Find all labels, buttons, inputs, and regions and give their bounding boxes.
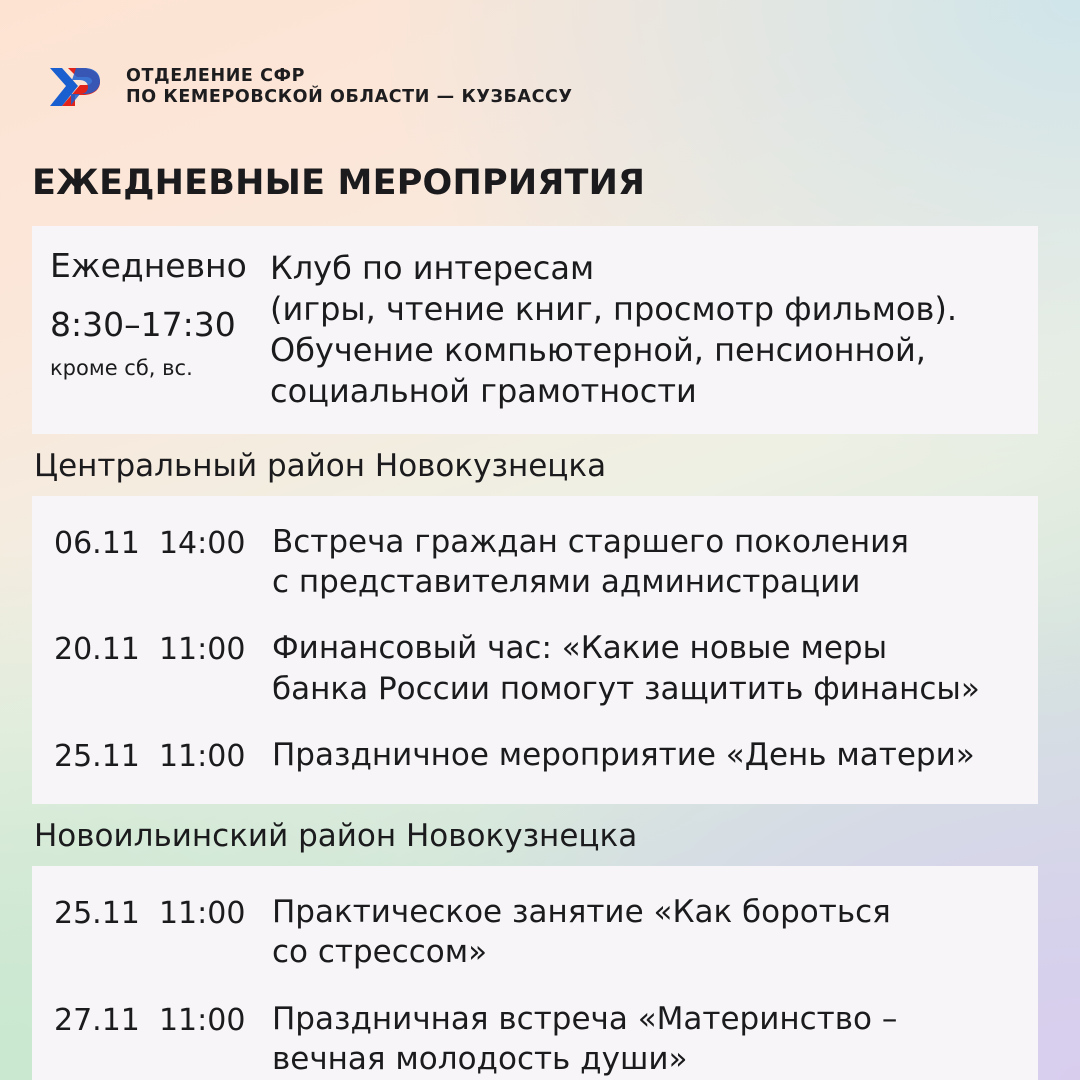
- event-datetime: 25.11 11:00: [54, 896, 246, 931]
- daily-description-line: социальной грамотности: [270, 371, 697, 410]
- daily-event-row: [50, 248, 1016, 412]
- daily-schedule: [50, 248, 268, 380]
- event-description: [272, 892, 1016, 973]
- event-description-line: со стрессом»: [272, 934, 488, 971]
- event-description-line: Праздничное мероприятие «День матери»: [272, 737, 975, 773]
- event-description-line: Праздничная встреча «Материнство –: [272, 1000, 898, 1037]
- event-description-line: банка России помогут защитить финансы»: [272, 670, 980, 707]
- event-row: [54, 628, 1016, 709]
- event-datetime: 27.11 11:00: [54, 1002, 246, 1038]
- event-description: [272, 522, 1016, 603]
- header: [46, 62, 573, 112]
- event-description-line: вечная молодость души»: [272, 1040, 688, 1077]
- daily-events-card: [32, 226, 1038, 434]
- daily-frequency: Ежедневно: [50, 246, 247, 285]
- event-description-line: Финансовый час: «Какие новые меры: [272, 630, 888, 667]
- section-heading-novoilyinsky: Новоильинский район Новокузнецка: [34, 818, 638, 854]
- section-heading-central: Центральный район Новокузнецка: [34, 447, 607, 484]
- sfr-logo-icon: [46, 62, 112, 112]
- event-row: [54, 999, 1016, 1080]
- events-card-central: [32, 496, 1038, 804]
- event-datetime: 06.11 14:00: [54, 525, 246, 561]
- daily-description-line: Обучение компьютерной, пенсионной,: [270, 330, 926, 369]
- event-row: [54, 522, 1016, 603]
- page-title: ЕЖЕДНЕВНЫЕ МЕРОПРИЯТИЯ: [32, 163, 646, 203]
- event-row: [54, 892, 1016, 973]
- daily-exception-note: кроме сб, вс.: [50, 355, 193, 380]
- daily-description: [268, 248, 1016, 412]
- content: [32, 226, 1038, 1080]
- daily-description-line: Клуб по интересам: [270, 249, 595, 287]
- org-name-line2: ПО КЕМЕРОВСКОЙ ОБЛАСТИ — КУЗБАССУ: [126, 87, 573, 107]
- event-row: [54, 735, 1016, 776]
- event-datetime: 25.11 11:00: [54, 739, 246, 774]
- org-name-line1: ОТДЕЛЕНИЕ СФР: [126, 66, 306, 87]
- event-datetime: 20.11 11:00: [54, 632, 246, 668]
- events-card-novoilyinsky: [32, 866, 1038, 1080]
- event-description-line: Встреча граждан старшего поколения: [272, 523, 909, 560]
- daily-time-range: 8:30–17:30: [50, 304, 236, 344]
- event-description: [272, 999, 1016, 1080]
- event-description: [272, 735, 1016, 775]
- event-description: [272, 628, 1016, 709]
- event-description-line: с представителями администрации: [272, 564, 861, 601]
- daily-description-line: (игры, чтение книг, просмотр фильмов).: [270, 289, 957, 328]
- org-name: [126, 66, 573, 107]
- event-description-line: Практическое занятие «Как бороться: [272, 894, 891, 930]
